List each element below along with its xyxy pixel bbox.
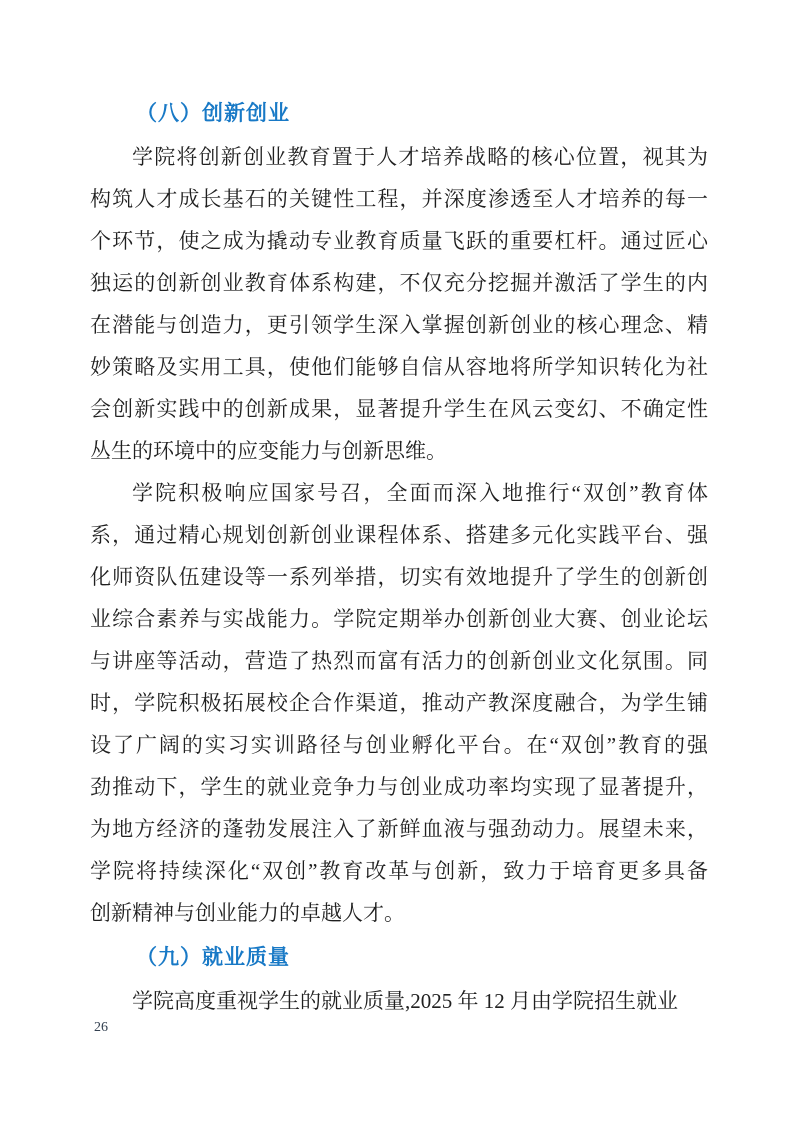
section-heading: （八）创新创业 [136, 102, 290, 125]
text-line: 学院将持续深化“双创”教育改革与创新，致力于培育更多具备 [90, 859, 708, 883]
text-line: 学院高度重视学生的就业质量,2025 年 12 月由学院招生就业 [132, 989, 678, 1013]
text-line: 学院积极响应国家号召，全面而深入地推行“双创”教育体 [132, 481, 708, 505]
page-number: 26 [94, 1020, 108, 1035]
text-line: 与讲座等活动，营造了热烈而富有活力的创新创业文化氛围。同 [90, 649, 708, 673]
text-line: 化师资队伍建设等一系列举措，切实有效地提升了学生的创新创 [90, 565, 708, 589]
paragraph [90, 136, 708, 472]
text-line: 构筑人才成长基石的关键性工程，并深度渗透至人才培养的每一 [90, 187, 708, 211]
text-line: 会创新实践中的创新成果，显著提升学生在风云变幻、不确定性 [90, 397, 708, 421]
text-line: 时，学院积极拓展校企合作渠道，推动产教深度融合，为学生铺 [90, 691, 708, 715]
text-line: 独运的创新创业教育体系构建，不仅充分挖掘并激活了学生的内 [90, 271, 708, 295]
text-line: 为地方经济的蓬勃发展注入了新鲜血液与强劲动力。展望未来， [90, 817, 708, 841]
text-line: 系，通过精心规划创新创业课程体系、搭建多元化实践平台、强 [90, 523, 708, 547]
text-line: 创新精神与创业能力的卓越人才。 [90, 901, 405, 925]
document-content [90, 92, 708, 1022]
text-line: 丛生的环境中的应变能力与创新思维。 [90, 439, 447, 463]
text-line: 劲推动下，学生的就业竞争力与创业成功率均实现了显著提升， [90, 775, 708, 799]
text-line: 在潜能与创造力，更引领学生深入掌握创新创业的核心理念、精 [90, 313, 708, 337]
paragraph [90, 980, 708, 1022]
paragraph [90, 472, 708, 934]
text-line: 业综合素养与实战能力。学院定期举办创新创业大赛、创业论坛 [90, 607, 708, 631]
text-line: 个环节，使之成为撬动专业教育质量飞跃的重要杠杆。通过匠心 [90, 229, 708, 253]
text-line: 学院将创新创业教育置于人才培养战略的核心位置，视其为 [132, 145, 708, 169]
section-heading: （九）就业质量 [136, 946, 290, 969]
text-line: 妙策略及实用工具，使他们能够自信从容地将所学知识转化为社 [90, 355, 708, 379]
text-line: 设了广阔的实习实训路径与创业孵化平台。在“双创”教育的强 [90, 733, 708, 757]
